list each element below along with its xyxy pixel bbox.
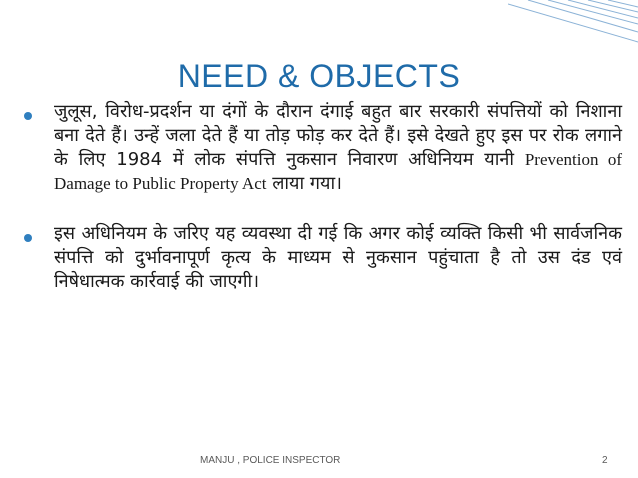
decorative-corner-lines	[508, 0, 638, 50]
slide-title: NEED & OBJECTS	[177, 58, 461, 94]
bullet-text	[54, 100, 622, 196]
bullet-item	[22, 100, 622, 196]
bullet-text: इस अधिनियम के जरिए यह व्यवस्था दी गई कि अगर कोई व्यक्ति किसी भी सार्वजनिक संपत्ति को दुर्भावनापूर्ण कृत्य के माध्यम से नुकसान पहुंचाता है तो उस दंड एवं निषेधात्मक कार्रवाई की जाएगी।	[54, 223, 622, 292]
act-name-english: Prevention of Damage to Public Property Act	[54, 150, 622, 193]
bullet-item	[22, 222, 622, 294]
bullet-text-hindi-end: लाया गया।	[266, 173, 342, 194]
bullet-dot-icon	[24, 234, 32, 242]
bullet-dot-icon	[24, 112, 32, 120]
bullet-text-hindi: जुलूस, विरोध-प्रदर्शन या दंगों के दौरान दंगाई बहुत बार सरकारी संपत्तियों को निशाना बना देते हैं। उन्हें जला देते हैं या तोड़ फोड़ कर देते हैं। इसे देखते हुए इस पर रोक लगाने के लिए 1984 में लोक संपत्ति नुकसान निवारण अधिनियम यानी	[54, 101, 622, 170]
bullet-list	[22, 100, 622, 320]
footer-author: MANJU , POLICE INSPECTOR	[200, 455, 341, 466]
page-number: 2	[602, 455, 608, 466]
